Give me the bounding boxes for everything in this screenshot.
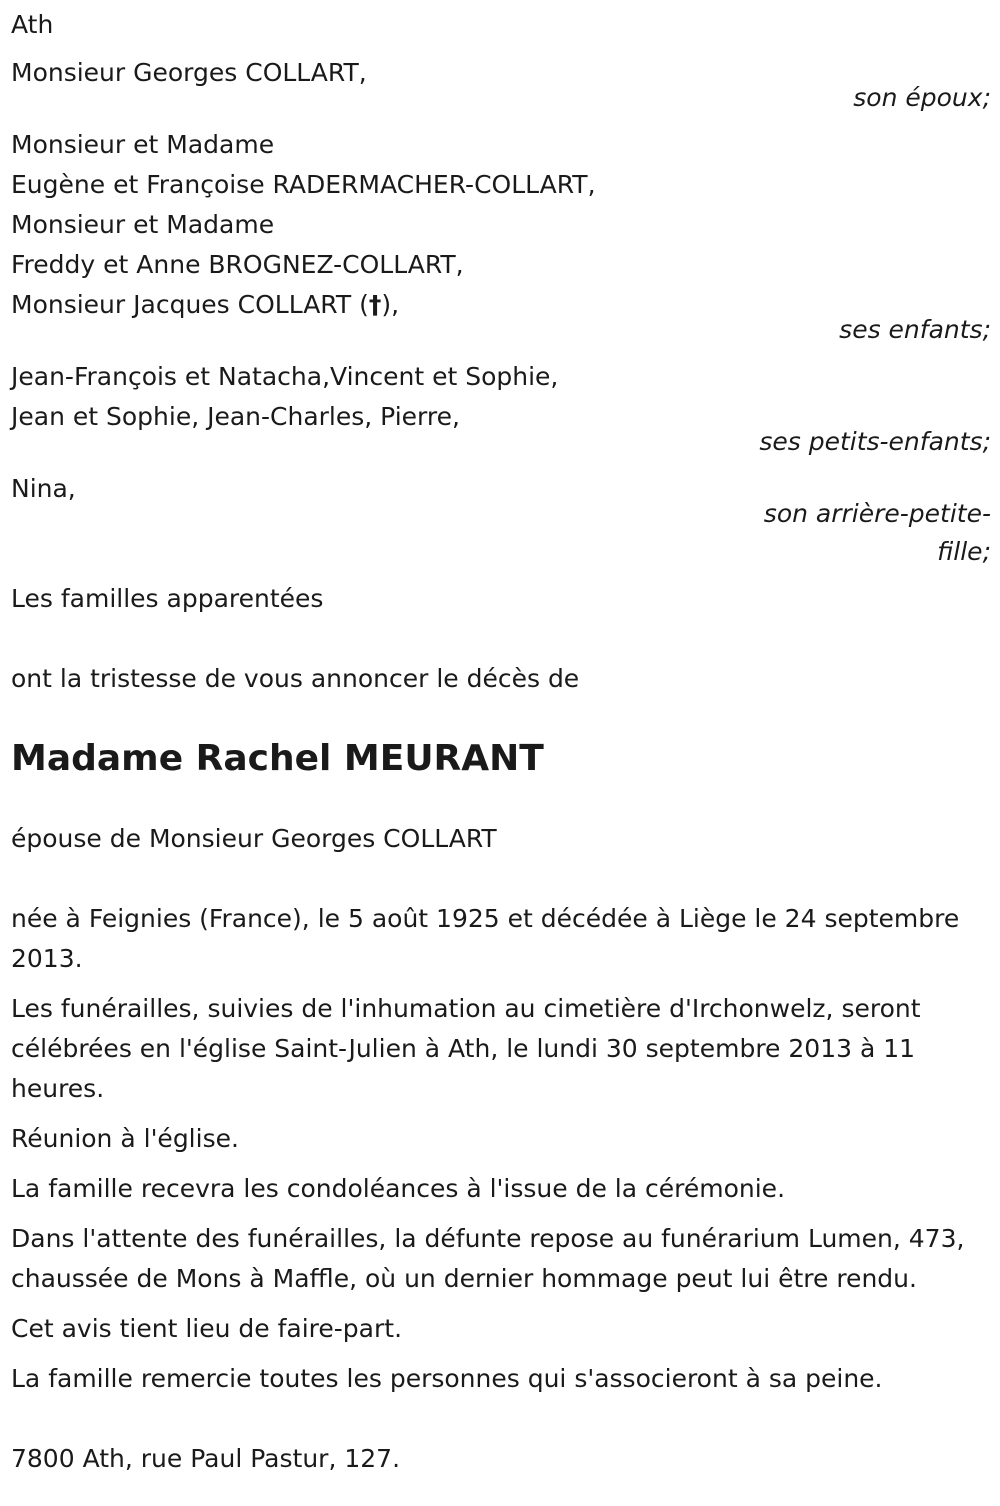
deceased-name: Madame Rachel MEURANT xyxy=(11,738,544,779)
children-role: ses enfants; xyxy=(839,315,991,344)
birth-death-paragraph: née à Feignies (France), le 5 août 1925 et décédée à Liège le 24 septembre 2013. xyxy=(11,904,960,973)
address-line: 7800 Ath, rue Paul Pastur, 127. xyxy=(11,1444,401,1473)
grandchild-line: Jean et Sophie, Jean-Charles, Pierre, xyxy=(11,402,460,431)
condolences-paragraph: La famille recevra les condoléances à l'issue de la cérémonie. xyxy=(11,1174,786,1203)
cross-icon: † xyxy=(368,290,382,319)
child-deceased-suffix: ), xyxy=(381,290,400,319)
child-line: Monsieur et Madame xyxy=(11,130,275,159)
spouse-name: Monsieur Georges COLLART, xyxy=(11,58,367,87)
child-line: Monsieur et Madame xyxy=(11,210,275,239)
announcement-line: ont la tristesse de vous annoncer le décès de xyxy=(11,664,580,693)
meeting-paragraph: Réunion à l'église. xyxy=(11,1124,239,1153)
child-deceased-name: Monsieur Jacques COLLART ( xyxy=(11,290,369,319)
grandchild-line: Jean-François et Natacha,Vincent et Sophie, xyxy=(11,362,559,391)
relatives-line: Les familles apparentées xyxy=(11,584,324,613)
great-grandchild-name: Nina, xyxy=(11,474,76,503)
great-grandchild-role-line2: fille; xyxy=(937,537,991,566)
notice-paragraph: Cet avis tient lieu de faire-part. xyxy=(11,1314,403,1343)
child-line: Eugène et Françoise RADERMACHER-COLLART, xyxy=(11,170,596,199)
repose-paragraph: Dans l'attente des funérailles, la défunte repose au funérarium Lumen, 473, chaussée de Mons à Maffle, où un dernier hommage peut lui être rendu. xyxy=(11,1224,965,1293)
city-header: Ath xyxy=(11,10,54,39)
spouse-role: son époux; xyxy=(853,83,991,112)
obituary-notice xyxy=(11,5,991,1479)
spouse-of-line: épouse de Monsieur Georges COLLART xyxy=(11,824,497,853)
child-line: Freddy et Anne BROGNEZ-COLLART, xyxy=(11,250,464,279)
grandchildren-role: ses petits-enfants; xyxy=(759,427,991,456)
great-grandchild-role-line1: son arrière-petite- xyxy=(763,499,991,528)
funeral-paragraph: Les funérailles, suivies de l'inhumation au cimetière d'Irchonwelz, seront célébrées en l'église Saint-Julien à Ath, le lundi 30 septembre 2013 à 11 heures. xyxy=(11,994,921,1103)
thanks-paragraph: La famille remercie toutes les personnes qui s'associeront à sa peine. xyxy=(11,1364,883,1393)
